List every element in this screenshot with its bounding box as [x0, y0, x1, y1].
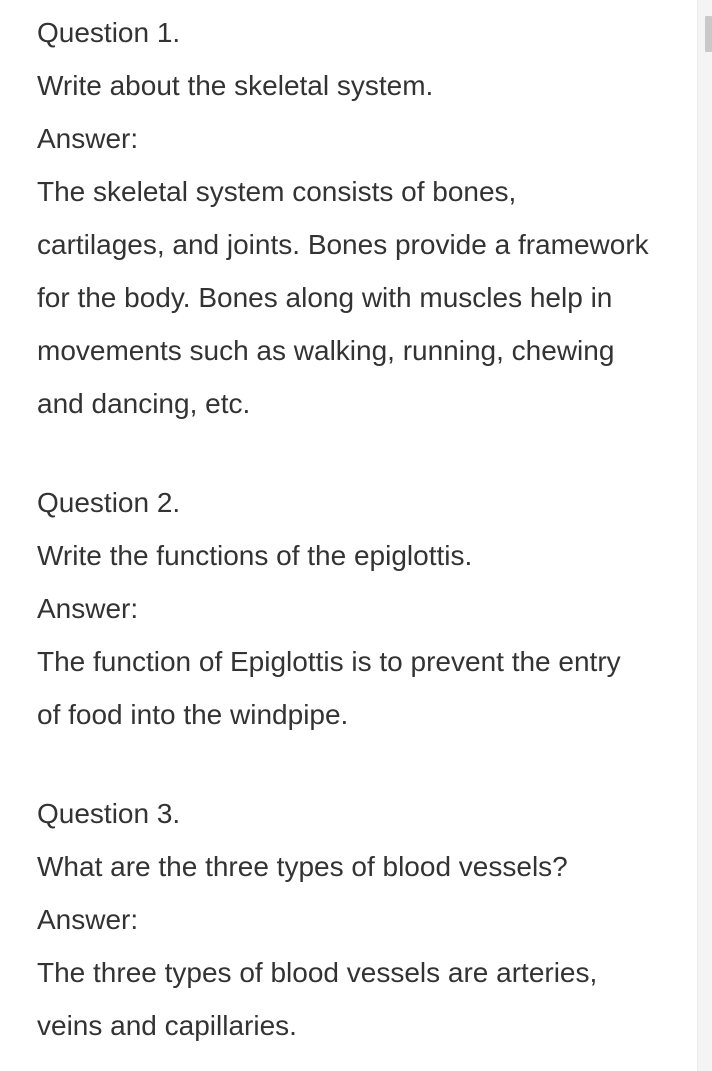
qa-item-1 — [37, 6, 649, 430]
answer-label: Answer: — [37, 904, 139, 935]
question-label: Question 2. — [37, 487, 181, 518]
question-text: What are the three types of blood vessels? — [37, 851, 568, 882]
answer-line: The function of Epiglottis is to prevent the entry — [37, 646, 621, 677]
answer-line: movements such as walking, running, chewing — [37, 335, 615, 366]
answer-line: cartilages, and joints. Bones provide a framework — [37, 229, 649, 260]
scrollbar-track[interactable] — [697, 0, 712, 1071]
question-label: Question 3. — [37, 798, 181, 829]
answer-line: The three types of blood vessels are arteries, — [37, 957, 598, 988]
qa-item-3 — [37, 787, 597, 1052]
answer-line: The skeletal system consists of bones, — [37, 176, 517, 207]
qa-item-2 — [37, 476, 621, 741]
question-label: Question 1. — [37, 17, 181, 48]
answer-label: Answer: — [37, 593, 139, 624]
answer-line: veins and capillaries. — [37, 1010, 297, 1041]
answer-line: and dancing, etc. — [37, 388, 251, 419]
answer-label: Answer: — [37, 123, 139, 154]
question-text: Write about the skeletal system. — [37, 70, 434, 101]
scrollbar-thumb[interactable] — [705, 16, 712, 52]
question-text: Write the functions of the epiglottis. — [37, 540, 473, 571]
answer-line: for the body. Bones along with muscles help in — [37, 282, 613, 313]
answer-line: of food into the windpipe. — [37, 699, 349, 730]
